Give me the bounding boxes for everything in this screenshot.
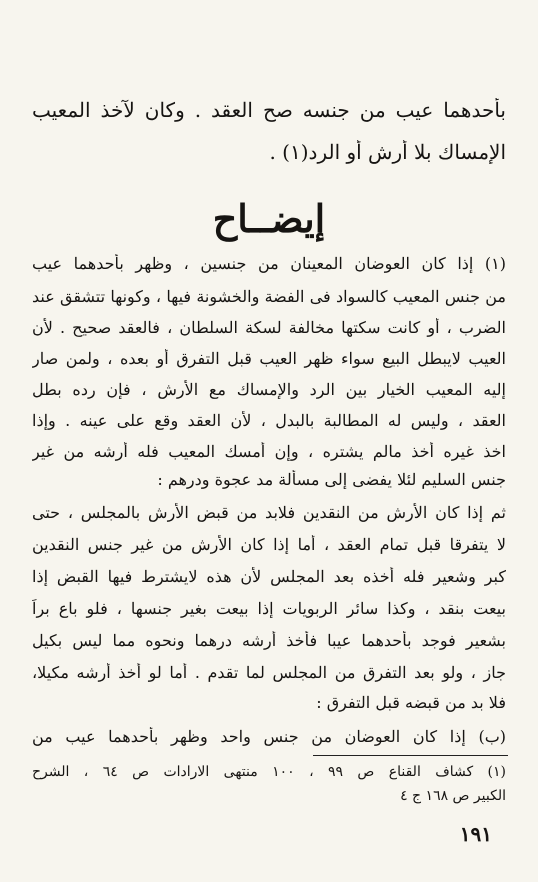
body-line-10: لا يتفرقا قبل تمام العقد ، أما إذا كان الأرش من غير جنس النقدين bbox=[32, 535, 506, 554]
body-line-16: (ب) إذا كان العوضان من جنس واحد وظهر بأحدهما عيب من bbox=[32, 727, 506, 746]
intro-line-2: الإمساك بلا أرش أو الرد(١) . bbox=[269, 140, 506, 164]
body-line-8: جنس السليم لئلا يفضى إلى مسألة مد عجوة ودرهم : bbox=[157, 470, 506, 489]
footnote-line-2: الكبير ص ١٦٨ ج ٤ bbox=[400, 788, 506, 804]
body-line-6: العقد ، وليس له المطالبة بالبدل ، لأن العقد وقع على عينه . وإذا bbox=[32, 411, 506, 430]
body-line-2: من جنس المعيب كالسواد فى الفضة والخشونة فيها ، وكونها تتشقق عند bbox=[32, 287, 506, 306]
footnote-line-1: (١) كشاف القناع ص ٩٩ ، ١٠٠ منتهى الارادات ص ٦٤ ، الشرح bbox=[32, 764, 506, 780]
section-heading: إيضــاح bbox=[212, 196, 326, 241]
body-line-3: الضرب ، أو كانت سكتها مخالفة لسكة السلطان ، فالعقد صحيح . لأن bbox=[32, 318, 506, 337]
body-line-11: كبر وشعير فله أخذه بعد المجلس لأن هذه لايشترط فيها القبض إذا bbox=[32, 567, 506, 586]
intro-line-1: بأحدهما عيب من جنسه صح العقد . وكان لآخذ المعيب bbox=[32, 98, 506, 122]
page-number: ١٩١ bbox=[459, 822, 492, 846]
body-line-13: بشعير فوجد بأحدهما عيبا فأخذ أرشه درهما ونحوه مما ليس بكيل bbox=[32, 631, 506, 650]
body-line-14: جاز ، ولو بعد التفرق من المجلس لما تقدم . أما لو أخذ أرشه مكيلا، bbox=[32, 663, 506, 682]
body-line-12: بيعت بنقد ، وكذا سائر الربويات إذا بيعت بغير جنسها ، فلو باع براً bbox=[32, 599, 506, 618]
body-line-5: إليه المعيب الخيار بين الرد والإمساك مع الأرش ، فإن رده بطل bbox=[32, 380, 506, 399]
footnote-divider bbox=[313, 755, 508, 756]
body-line-15: فلا بد من قبضه قبل التفرق : bbox=[316, 693, 506, 712]
body-line-4: العيب لايبطل البيع سواء ظهر العيب قبل التفرق أو بعده ، ولمن صار bbox=[32, 349, 506, 368]
body-line-1: (١) إذا كان العوضان المعينان من جنسين ، وظهر بأحدهما عيب bbox=[32, 254, 506, 273]
body-line-7: اخذ غيره أخذ مالم يشتره ، وإن أمسك المعيب فله أرشه من غير bbox=[32, 442, 506, 461]
body-line-9: ثم إذا كان الأرش من النقدين فلابد من قبض الأرش بالمجلس ، حتى bbox=[32, 503, 506, 522]
